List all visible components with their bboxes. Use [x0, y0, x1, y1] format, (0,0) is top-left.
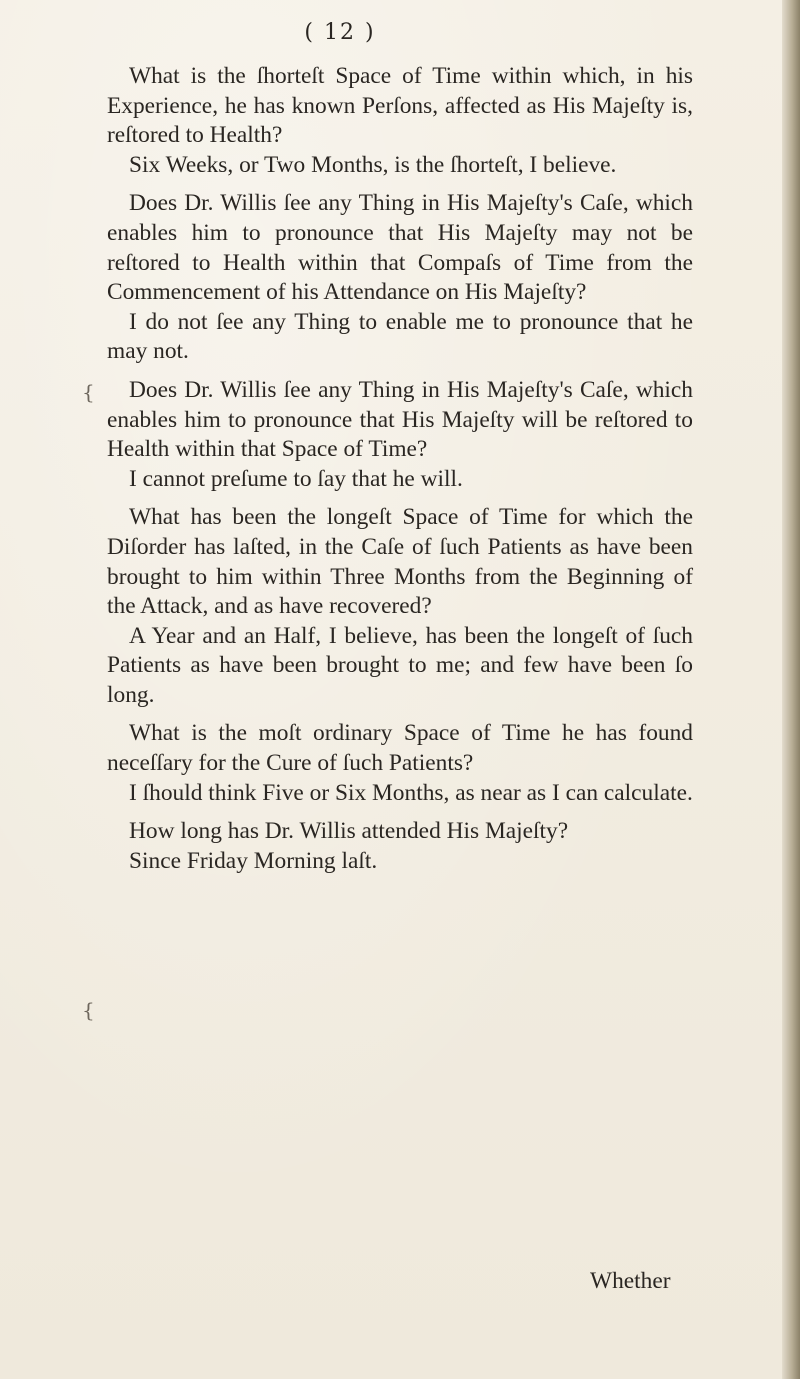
binding-gutter — [782, 0, 800, 1379]
qa-block — [107, 189, 693, 367]
answer-text: I ſhould think Five or Six Months, as near as I can calculate. — [129, 779, 693, 806]
question-text: What is the ſhorteſt Space of Time within which, in his Experience, he has known Perſons, affected as His Majeſty is, reſtored to Health? — [107, 63, 693, 149]
answer-text: Since Friday Morning laſt. — [129, 847, 378, 874]
catchword: Whether — [590, 1268, 671, 1294]
margin-bracket-mark: { — [82, 380, 95, 404]
question-text: How long has Dr. Willis attended His Majeſty? — [129, 818, 569, 845]
body-text — [107, 62, 693, 876]
answer-text: Six Weeks, or Two Months, is the ſhorteſt, I believe. — [129, 151, 617, 178]
question-text: Does Dr. Willis ſee any Thing in His Majeſty's Caſe, which enables him to pronounce that His Majeſty will be reſtored to Health within that Space of Time? — [107, 376, 693, 463]
answer-text: I cannot preſume to ſay that he will. — [129, 465, 463, 492]
question-text: What is the moſt ordinary Space of Time he has found neceſſary for the Cure of ſuch Patients? — [107, 720, 693, 777]
qa-block — [107, 719, 693, 808]
margin-bracket-mark: { — [82, 998, 95, 1022]
answer-text: I do not ſee any Thing to enable me to pronounce that he may not. — [107, 308, 693, 365]
qa-block — [107, 62, 693, 180]
page-number: ( 12 ) — [304, 20, 376, 45]
question-text: Does Dr. Willis ſee any Thing in His Majeſty's Caſe, which enables him to pronounce that His Majeſty may not be reſtored to Health within that Compaſs of Time from the Commencement of his Attendance on His Majeſty? — [107, 190, 693, 306]
answer-text: A Year and an Half, I believe, has been the longeſt of ſuch Patients as have been brought to me; and few have been ſo long. — [107, 622, 693, 708]
qa-block — [107, 503, 693, 710]
question-text: What has been the longeſt Space of Time for which the Diſorder has laſted, in the Caſe of ſuch Patients as have been brought to him within Three Months from the Beginning of the Attack, and as have recovered? — [107, 504, 693, 620]
qa-block — [107, 376, 693, 494]
qa-block — [107, 817, 693, 876]
